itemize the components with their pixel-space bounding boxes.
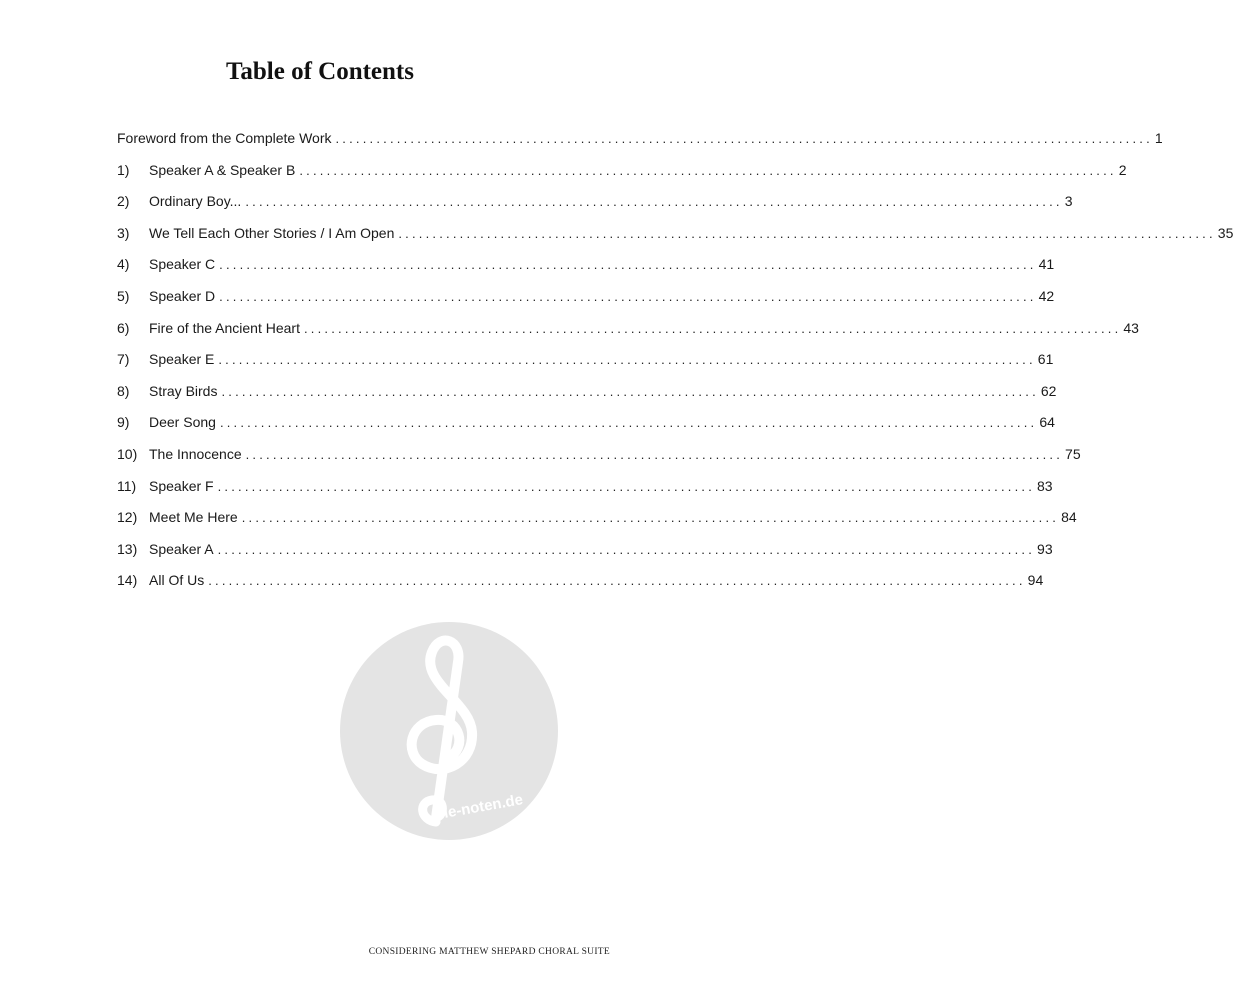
- toc-entry: [117, 414, 1055, 446]
- toc-entry-page: 62: [1040, 382, 1057, 399]
- toc-dot-leader: ........................................................................................................................: [303, 320, 1122, 336]
- toc-entry-page: 64: [1039, 414, 1055, 431]
- toc-dot-leader: ........................................................................................................................: [208, 573, 1026, 589]
- toc-entry-title: Speaker C: [149, 256, 216, 273]
- toc-entry-page: 75: [1065, 445, 1081, 462]
- toc-dot-leader: ........................................................................................................................: [219, 288, 1037, 304]
- toc-dot-leader: ........................................................................................................................: [245, 446, 1064, 462]
- toc-entry-page: 43: [1123, 319, 1139, 336]
- toc-entry-number: 9): [117, 414, 130, 431]
- toc-entry-title: Speaker E: [149, 351, 215, 368]
- toc-entry: [117, 572, 1044, 604]
- toc-entry-page: 41: [1038, 256, 1055, 273]
- toc-entry-title: We Tell Each Other Stories / I Am Open: [149, 224, 395, 241]
- toc-entry-title: Fire of the Ancient Heart: [149, 319, 300, 336]
- toc-entry: [117, 445, 1081, 478]
- toc-entry: [117, 193, 1073, 225]
- toc-entry-page: 61: [1037, 351, 1054, 368]
- toc-entry-title: Speaker A: [149, 540, 214, 557]
- toc-entry-number: 2): [117, 193, 130, 210]
- toc-entry-page: 42: [1038, 287, 1055, 304]
- toc-entry: [117, 287, 1055, 320]
- table-of-contents: [117, 130, 1233, 604]
- toc-entry-number: 5): [117, 287, 130, 304]
- toc-entry-number: 13): [117, 540, 138, 557]
- toc-entry-title: Foreword from the Complete Work: [117, 130, 332, 146]
- toc-dot-leader: ........................................................................................................................: [335, 131, 1153, 146]
- toc-entry-title: Stray Birds: [149, 382, 218, 399]
- watermark-text: alle-noten.de: [430, 791, 525, 824]
- toc-entry-number: 14): [117, 572, 138, 589]
- toc-entry-page: 3: [1064, 193, 1073, 210]
- toc-dot-leader: ........................................................................................................................: [245, 194, 1063, 210]
- toc-entry: [117, 161, 1127, 194]
- toc-entry-page: 84: [1061, 509, 1077, 526]
- toc-dot-leader: ........................................................................................................................: [218, 352, 1036, 368]
- toc-entry-title: All Of Us: [149, 572, 205, 589]
- toc-entry-number: 7): [117, 351, 130, 368]
- toc-entry-number: 1): [117, 161, 130, 178]
- toc-entry: [117, 382, 1057, 415]
- toc-entry: [117, 319, 1139, 352]
- toc-entry: [117, 256, 1055, 288]
- toc-dot-leader: ........................................................................................................................: [217, 478, 1036, 494]
- toc-entry-title: Meet Me Here: [149, 509, 238, 526]
- toc-dot-leader: ........................................................................................................................: [299, 162, 1117, 178]
- toc-entry-title: Deer Song: [149, 414, 216, 431]
- footer-title: CONSIDERING MATTHEW SHEPARD CHORAL SUITE: [368, 947, 610, 957]
- toc-entry: [117, 351, 1054, 383]
- toc-entry-page: 35: [1217, 224, 1233, 241]
- toc-entry-number: 12): [117, 509, 138, 526]
- toc-entry: [117, 509, 1077, 541]
- toc-dot-leader: ........................................................................................................................: [219, 257, 1037, 273]
- toc-entry-page: 83: [1037, 477, 1053, 494]
- toc-dot-leader: ........................................................................................................................: [217, 541, 1036, 557]
- toc-entry-number: 3): [117, 224, 130, 241]
- toc-entry-title: Speaker A & Speaker B: [149, 161, 296, 178]
- toc-dot-leader: ........................................................................................................................: [221, 383, 1039, 399]
- toc-entry-title: The Innocence: [149, 445, 242, 462]
- toc-dot-leader: ........................................................................................................................: [219, 415, 1038, 431]
- toc-entry-number: 4): [117, 256, 130, 273]
- toc-entry-number: 11): [117, 477, 137, 494]
- page-title: Table of Contents: [226, 58, 414, 85]
- toc-entry-page: 1: [1154, 130, 1163, 146]
- toc-entry-title: Speaker F: [149, 477, 214, 494]
- watermark: [340, 622, 558, 840]
- toc-entry-page: 2: [1118, 161, 1127, 178]
- toc-dot-leader: ........................................................................................................................: [398, 225, 1216, 241]
- toc-entry-number: 6): [117, 319, 130, 336]
- toc-entry: [117, 224, 1233, 257]
- toc-entry-page: 93: [1037, 540, 1053, 557]
- toc-entry-title: Ordinary Boy...: [149, 193, 242, 210]
- toc-entry: [117, 477, 1053, 510]
- toc-entry-number: 10): [117, 445, 138, 462]
- toc-entry: [117, 540, 1053, 573]
- toc-entry-number: 8): [117, 382, 130, 399]
- toc-entry: [117, 130, 1163, 162]
- toc-entry-title: Speaker D: [149, 287, 216, 304]
- toc-entry-page: 94: [1027, 572, 1044, 589]
- toc-dot-leader: ........................................................................................................................: [241, 510, 1060, 526]
